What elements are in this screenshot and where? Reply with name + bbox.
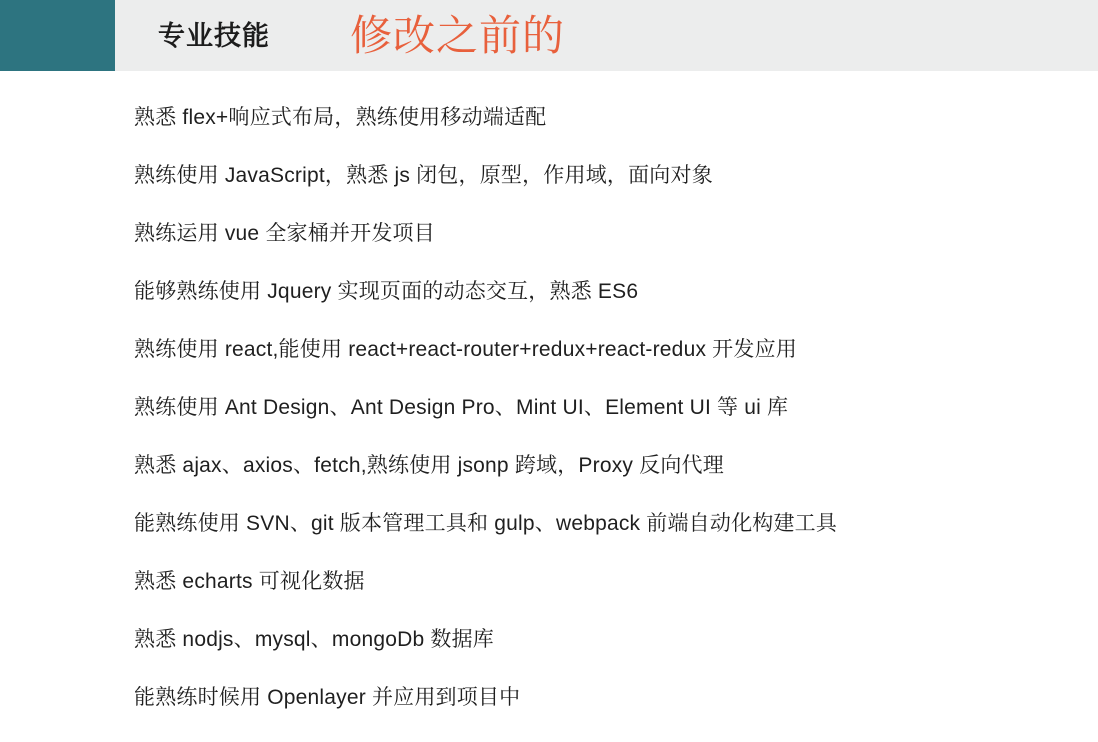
list-item: 熟悉 ajax、axios、fetch,熟练使用 jsonp 跨域，Proxy 反向代理 <box>134 454 724 477</box>
list-item: 熟悉 nodjs、mysql、mongoDb 数据库 <box>134 628 494 651</box>
header-accent-block <box>0 0 115 71</box>
list-item: 能熟练时候用 Openlayer 并应用到项目中 <box>134 686 521 709</box>
list-item: 熟练运用 vue 全家桶并开发项目 <box>134 222 435 245</box>
list-item: 熟练使用 react,能使用 react+react-router+redux+react-redux 开发应用 <box>134 338 797 361</box>
page-title: 专业技能 <box>158 21 270 51</box>
skill-list <box>134 104 1074 742</box>
list-item: 熟悉 flex+响应式布局，熟练使用移动端适配 <box>134 106 547 129</box>
list-item: 能熟练使用 SVN、git 版本管理工具和 gulp、webpack 前端自动化构建工具 <box>134 512 838 535</box>
list-item: 熟练使用 JavaScript，熟悉 js 闭包，原型，作用域，面向对象 <box>134 164 713 187</box>
slide-body <box>0 71 1098 730</box>
list-item: 熟练使用 Ant Design、Ant Design Pro、Mint UI、Element UI 等 ui 库 <box>134 396 789 419</box>
list-item: 熟悉 echarts 可视化数据 <box>134 570 365 593</box>
slide-header <box>0 0 1098 71</box>
list-item: 能够熟练使用 Jquery 实现页面的动态交互，熟悉 ES6 <box>134 280 639 303</box>
header-annotation: 修改之前的 <box>350 12 566 59</box>
